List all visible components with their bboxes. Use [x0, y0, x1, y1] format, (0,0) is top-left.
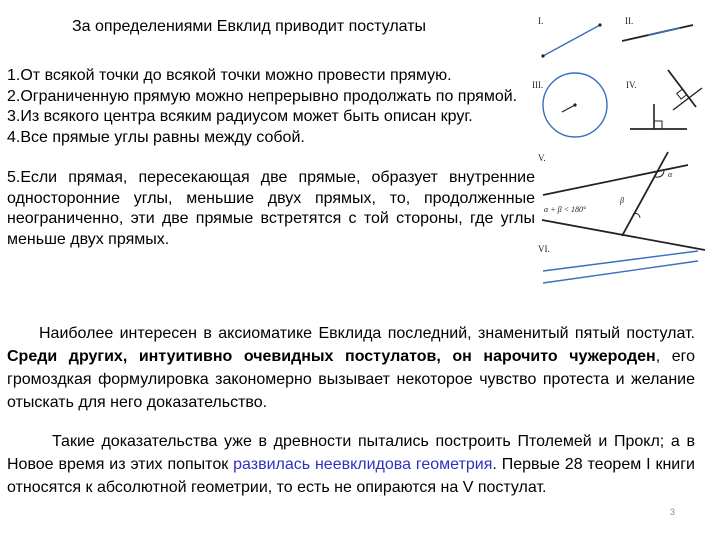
- beta-label: β: [620, 196, 624, 205]
- postulate-1-segment: [543, 25, 600, 56]
- postulates-illustration: [530, 0, 720, 300]
- paragraph1-text: Наиболее интересен в аксиоматике Евклида последний, знаменитый пятый постулат.: [39, 325, 695, 342]
- postulate-2: 2.Ограниченную прямую можно непрерывно продолжать по прямой.: [7, 87, 518, 105]
- postulate-1: 1.От всякой точки до всякой точки можно провести прямую.: [7, 67, 452, 84]
- postulate-3: 3.Из всякого центра всяким радиусом может быть описан круг.: [7, 108, 473, 125]
- label-I: I.: [538, 16, 544, 26]
- page-number: 3: [670, 507, 676, 517]
- paragraph2-text: Такие доказательства уже в древности пытались построить Птолемей и Прокл; а в Новое время из этих попыток: [7, 433, 695, 473]
- label-II: II.: [625, 16, 634, 26]
- alpha-label: α: [668, 170, 673, 179]
- postulate-5-line-upper: [543, 165, 688, 195]
- label-VI: VI.: [538, 244, 550, 254]
- paragraph1-bold: Среди других, интуитивно очевидных постулатов, он нарочито чужероден: [7, 348, 656, 365]
- label-IV: IV.: [626, 80, 637, 90]
- postulate-6-line-lower: [543, 261, 698, 283]
- paragraph1-text-end: , его громоздкая формулировка закономерно вызывает некоторое чувство протеста и желание отыскать для него доказательство.: [7, 348, 695, 411]
- postulate-5-transversal: [622, 152, 668, 236]
- postulate-6-line-upper: [543, 251, 698, 271]
- paragraph-proof-attempts: [7, 430, 695, 499]
- angle-equation: α + β < 180°: [544, 205, 587, 214]
- paragraph-fifth-postulate: [7, 322, 695, 414]
- label-V: V.: [538, 153, 546, 163]
- paragraph2-text-end: . Первые 28 теорем I книги относятся к абсолютной геометрии, то есть не опираются на V постулат.: [7, 456, 695, 496]
- label-III: III.: [532, 80, 544, 90]
- non-euclidean-geometry-link[interactable]: развилась неевклидова геометрия: [233, 456, 493, 473]
- postulates-list: [7, 66, 535, 250]
- postulate-4: 4.Все прямые углы равны между собой.: [7, 128, 305, 146]
- postulate-5: 5.Если прямая, пересекающая две прямые, образует внутренние односторонние углы, меньшие двух прямых, то, продолженные неограниченно, эти две прямые встретятся с той стороны, где углы меньше двух прямых.: [7, 169, 535, 248]
- page-title: За определениями Евклид приводит постулаты: [72, 18, 427, 35]
